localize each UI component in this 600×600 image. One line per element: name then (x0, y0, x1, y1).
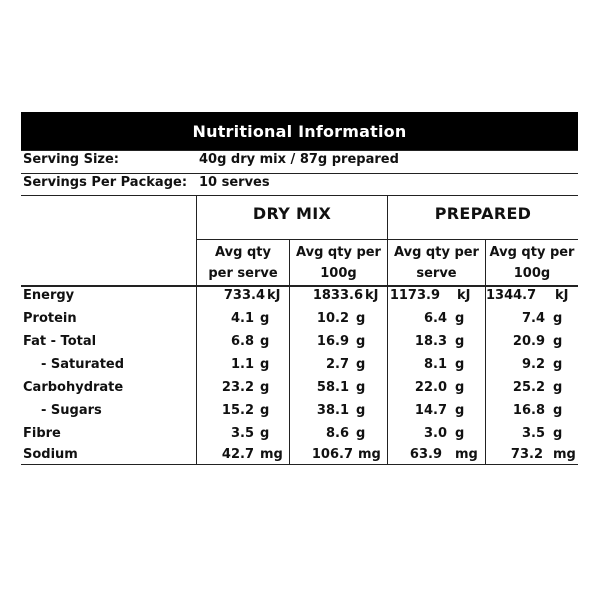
header-top-rule (21, 195, 578, 196)
value-cell: 63.9 (409, 447, 442, 462)
unit-cell: g (455, 334, 465, 349)
nutrition-panel (21, 112, 578, 465)
unit-cell: g (455, 403, 465, 418)
unit-cell: g (455, 311, 465, 326)
unit-cell: kJ (555, 288, 569, 303)
unit-cell: g (356, 311, 366, 326)
value-cell: 14.7 (414, 403, 447, 418)
unit-cell: g (553, 357, 563, 372)
servings-per-package-label: Servings Per Package: (23, 175, 188, 190)
serving-size-label: Serving Size: (23, 152, 120, 167)
unit-cell: kJ (267, 288, 281, 303)
unit-cell: g (260, 334, 270, 349)
value-cell: 8.6 (325, 426, 349, 441)
unit-cell: g (553, 334, 563, 349)
value-cell: 16.8 (512, 403, 545, 418)
row-label: Fat - Total (23, 334, 97, 349)
value-cell: 25.2 (512, 380, 545, 395)
unit-cell: mg (358, 447, 381, 462)
unit-cell: g (356, 334, 366, 349)
unit-cell: g (260, 403, 270, 418)
unit-cell: mg (553, 447, 576, 462)
value-cell: 58.1 (316, 380, 349, 395)
group-head-dry-mix: DRY MIX (252, 204, 332, 223)
unit-cell: g (260, 380, 270, 395)
value-cell: 1173.9 (389, 288, 440, 303)
value-cell: 18.3 (414, 334, 447, 349)
unit-cell: g (260, 426, 270, 441)
value-cell: 7.4 (521, 311, 545, 326)
value-cell: 4.1 (230, 311, 254, 326)
unit-cell: g (553, 311, 563, 326)
body-top-rule (21, 285, 578, 287)
value-cell: 1833.6 (312, 288, 363, 303)
unit-cell: mg (455, 447, 478, 462)
serving-top-rule (21, 150, 578, 151)
value-cell: 106.7 (311, 447, 353, 462)
row-label: Energy (23, 288, 75, 303)
row-label: Sodium (23, 447, 78, 462)
value-cell: 23.2 (221, 380, 254, 395)
unit-cell: mg (260, 447, 283, 462)
group-head-prepared: PREPARED (434, 204, 532, 223)
nutrition-title-bar (21, 112, 578, 150)
row-label: - Saturated (41, 357, 125, 372)
unit-cell: g (455, 357, 465, 372)
nutrition-title: Nutritional Information (192, 121, 407, 141)
value-cell: 1344.7 (486, 288, 537, 303)
value-cell: 16.9 (316, 334, 349, 349)
row-label: Carbohydrate (23, 380, 124, 395)
row-label: Fibre (23, 426, 61, 441)
unit-cell: g (356, 357, 366, 372)
unit-cell: g (553, 403, 563, 418)
value-cell: 3.0 (423, 426, 447, 441)
value-cell: 9.2 (521, 357, 545, 372)
col-head-dry-serve: Avg qty per serve (208, 245, 278, 281)
row-label: Protein (23, 311, 77, 326)
value-cell: 42.7 (221, 447, 254, 462)
unit-cell: g (260, 357, 270, 372)
unit-cell: kJ (457, 288, 471, 303)
unit-cell: g (356, 403, 366, 418)
servings-per-package-value: 10 serves (199, 175, 270, 190)
value-cell: 20.9 (512, 334, 545, 349)
value-cell: 1.1 (230, 357, 254, 372)
col-divider-label (196, 195, 197, 465)
serving-mid-rule (21, 173, 578, 174)
value-cell: 733.4 (223, 288, 265, 303)
col-divider-groups (387, 195, 388, 465)
col-head-prep-serve: Avg qty per serve (394, 245, 479, 281)
value-cell: 3.5 (230, 426, 254, 441)
row-label: - Sugars (41, 403, 102, 418)
unit-cell: g (553, 426, 563, 441)
unit-cell: g (356, 380, 366, 395)
value-cell: 3.5 (521, 426, 545, 441)
value-cell: 10.2 (316, 311, 349, 326)
group-rule (196, 239, 578, 240)
unit-cell: g (553, 380, 563, 395)
value-cell: 73.2 (510, 447, 543, 462)
unit-cell: g (356, 426, 366, 441)
col-head-prep-100g: Avg qty per 100g (489, 245, 575, 281)
value-cell: 8.1 (423, 357, 447, 372)
value-cell: 6.8 (230, 334, 254, 349)
bottom-rule (21, 464, 578, 465)
value-cell: 22.0 (414, 380, 447, 395)
value-cell: 2.7 (325, 357, 349, 372)
value-cell: 15.2 (221, 403, 254, 418)
unit-cell: g (455, 380, 465, 395)
unit-cell: kJ (365, 288, 379, 303)
value-cell: 38.1 (316, 403, 349, 418)
serving-size-value: 40g dry mix / 87g prepared (199, 152, 399, 167)
unit-cell: g (260, 311, 270, 326)
col-head-dry-100g: Avg qty per 100g (296, 245, 381, 281)
unit-cell: g (455, 426, 465, 441)
value-cell: 6.4 (423, 311, 447, 326)
